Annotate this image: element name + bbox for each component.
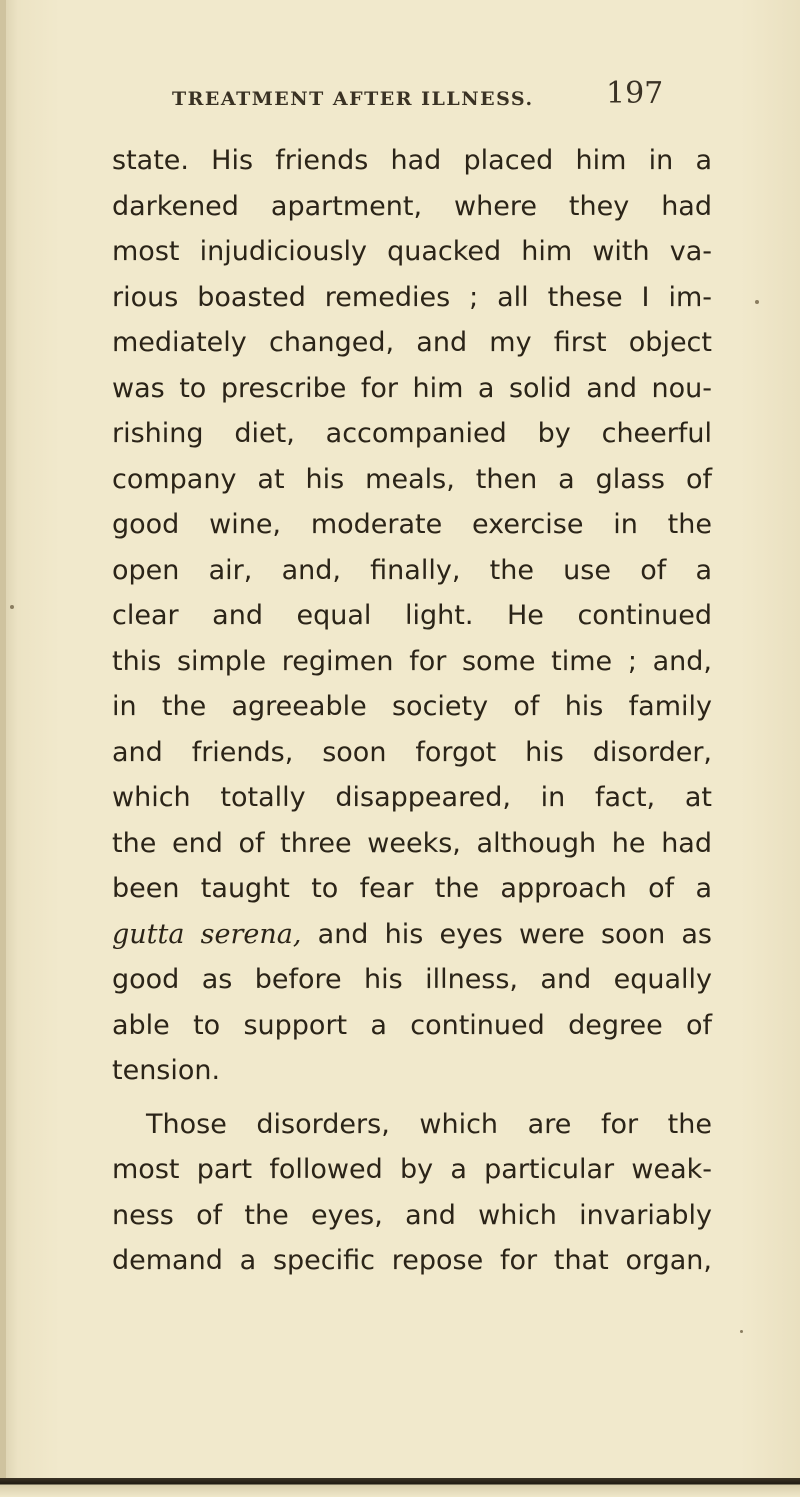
text-line: company at his meals, then a glass of xyxy=(112,463,712,495)
text-line: darkened apartment, where they had xyxy=(112,190,712,222)
text-line: good as before his illness, and equally xyxy=(112,964,712,995)
paper-speck xyxy=(10,605,14,609)
line-remainder: and his eyes were soon as xyxy=(301,918,712,950)
text-line: state. His friends had placed him in a xyxy=(112,145,712,176)
text-line: which totally disappeared, in fact, at xyxy=(112,782,712,813)
text-line: in the agreeable society of his family xyxy=(112,691,712,722)
text-line: able to support a continued degree of xyxy=(112,1009,712,1041)
running-head: TREATMENT AFTER ILLNESS. xyxy=(172,88,534,110)
text-line: open air, and, finally, the use of a xyxy=(112,554,712,586)
text-line: most part followed by a particular weak- xyxy=(112,1154,712,1185)
body-text xyxy=(112,138,712,1284)
text-line-with-italic xyxy=(112,912,712,958)
text-line: rishing diet, accompanied by cheerful xyxy=(112,418,712,449)
page-number: 197 xyxy=(606,76,664,111)
text-line: Those disorders, which are for the xyxy=(146,1108,712,1140)
text-line: most injudiciously quacked him with va- xyxy=(112,236,712,267)
text-line: and friends, soon forgot his disorder, xyxy=(112,736,712,768)
text-line: rious boasted remedies ; all these I im- xyxy=(112,281,712,313)
text-line: clear and equal light. He continued xyxy=(112,600,712,631)
text-line: mediately changed, and my first object xyxy=(112,327,712,358)
text-line: the end of three weeks, although he had xyxy=(112,827,712,859)
bottom-edge-rule xyxy=(0,1478,800,1497)
text-line: good wine, moderate exercise in the xyxy=(112,509,712,540)
italic-phrase: gutta serena, xyxy=(112,918,302,950)
text-line: ness of the eyes, and which invariably xyxy=(112,1199,712,1231)
paragraph-gap xyxy=(112,1094,712,1102)
paper-speck xyxy=(755,300,759,304)
text-line: this simple regimen for some time ; and, xyxy=(112,645,712,677)
page-left-edge xyxy=(0,0,6,1497)
text-line: tension. xyxy=(112,1055,221,1086)
text-line: was to prescribe for him a solid and nou- xyxy=(112,372,712,404)
paper-speck xyxy=(740,1330,743,1333)
page-header xyxy=(170,76,690,122)
text-line: been taught to fear the approach of a xyxy=(112,873,712,904)
text-line: demand a specific repose for that organ, xyxy=(112,1245,712,1276)
